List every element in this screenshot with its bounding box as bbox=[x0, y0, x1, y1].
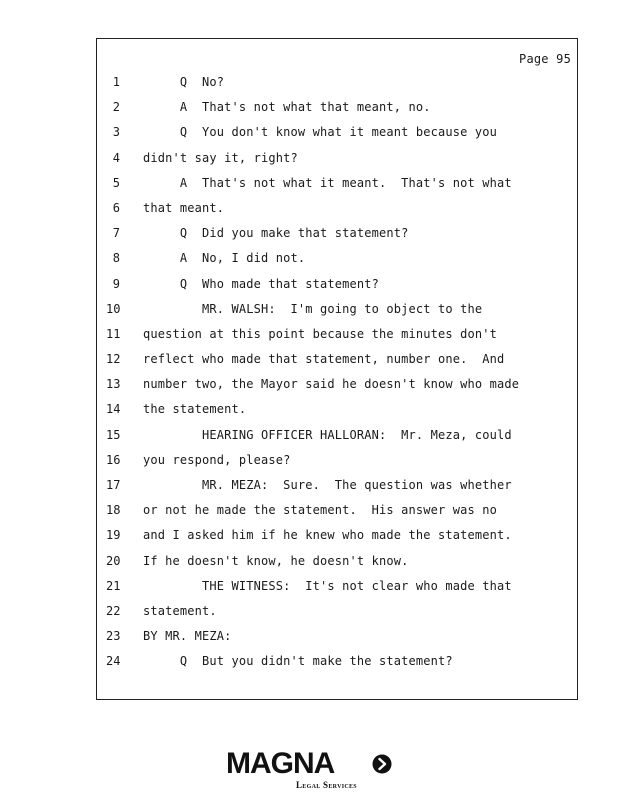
transcript-line bbox=[97, 578, 577, 603]
line-number: 11 bbox=[106, 326, 121, 341]
line-text: Q But you didn't make the statement? bbox=[143, 654, 453, 669]
transcript-line bbox=[97, 401, 577, 426]
line-text: the statement. bbox=[143, 402, 247, 417]
line-text: A That's not what it meant. That's not what bbox=[143, 175, 512, 190]
line-text: If he doesn't know, he doesn't know. bbox=[143, 553, 409, 568]
transcript-line bbox=[97, 628, 577, 653]
line-text: statement. bbox=[143, 603, 217, 618]
logo-tagline: Legal Services bbox=[296, 780, 357, 790]
line-number: 14 bbox=[106, 402, 121, 417]
line-number: 1 bbox=[112, 75, 120, 89]
line-text: and I asked him if he knew who made the statement. bbox=[143, 528, 512, 543]
page-number-label: Page 95 bbox=[519, 52, 571, 66]
transcript-line bbox=[97, 553, 577, 578]
transcript-line bbox=[97, 200, 577, 225]
line-text: MR. MEZA: Sure. The question was whether bbox=[143, 478, 512, 492]
line-number: 20 bbox=[106, 553, 121, 568]
line-number: 22 bbox=[106, 603, 121, 618]
line-text: didn't say it, right? bbox=[143, 150, 298, 165]
line-number: 4 bbox=[112, 150, 120, 165]
line-text: HEARING OFFICER HALLORAN: Mr. Meza, could bbox=[143, 427, 512, 442]
magna-logo bbox=[226, 748, 396, 792]
line-text: you respond, please? bbox=[143, 452, 291, 467]
line-number: 21 bbox=[106, 578, 121, 593]
transcript-line bbox=[97, 427, 577, 452]
line-text: question at this point because the minutes don't bbox=[143, 326, 497, 341]
transcript-line bbox=[97, 99, 577, 124]
line-number: 8 bbox=[112, 251, 120, 266]
line-number: 5 bbox=[112, 175, 120, 190]
line-number: 9 bbox=[112, 276, 120, 291]
transcript-line bbox=[97, 603, 577, 628]
transcript-line bbox=[97, 326, 577, 351]
line-number: 15 bbox=[106, 427, 121, 442]
arrow-circle-icon bbox=[372, 754, 392, 774]
transcript-page bbox=[96, 38, 578, 700]
line-number: 18 bbox=[106, 503, 121, 518]
transcript-lines bbox=[97, 74, 577, 679]
line-number: 3 bbox=[112, 125, 120, 140]
line-text: BY MR. MEZA: bbox=[143, 629, 232, 644]
line-text: that meant. bbox=[143, 200, 225, 215]
line-number: 23 bbox=[106, 629, 121, 644]
line-number: 19 bbox=[106, 528, 121, 543]
transcript-line bbox=[97, 653, 577, 678]
line-number: 2 bbox=[112, 100, 120, 115]
line-number: 13 bbox=[106, 377, 121, 392]
line-text: Q No? bbox=[143, 75, 225, 89]
line-number: 12 bbox=[106, 352, 121, 367]
line-text: THE WITNESS: It's not clear who made that bbox=[143, 578, 512, 593]
line-number: 6 bbox=[112, 200, 120, 215]
line-text: Q You don't know what it meant because you bbox=[143, 125, 497, 140]
logo-wordmark: MAGNA bbox=[226, 747, 335, 780]
line-text: Q Who made that statement? bbox=[143, 276, 379, 291]
transcript-line bbox=[97, 124, 577, 149]
line-number: 10 bbox=[106, 301, 121, 316]
line-text: A That's not what that meant, no. bbox=[143, 100, 431, 115]
transcript-line bbox=[97, 250, 577, 275]
transcript-line bbox=[97, 376, 577, 401]
line-text: MR. WALSH: I'm going to object to the bbox=[143, 301, 483, 316]
transcript-line bbox=[97, 452, 577, 477]
transcript-line bbox=[97, 74, 577, 99]
line-text: reflect who made that statement, number one. And bbox=[143, 352, 505, 367]
transcript-line bbox=[97, 351, 577, 376]
line-text: or not he made the statement. His answer was no bbox=[143, 503, 497, 518]
transcript-line bbox=[97, 477, 577, 502]
transcript-line bbox=[97, 150, 577, 175]
transcript-line bbox=[97, 502, 577, 527]
transcript-line bbox=[97, 527, 577, 552]
line-number: 16 bbox=[106, 452, 121, 467]
transcript-line bbox=[97, 276, 577, 301]
transcript-line bbox=[97, 301, 577, 326]
line-number: 17 bbox=[106, 478, 121, 492]
line-text: number two, the Mayor said he doesn't know who made bbox=[143, 377, 520, 392]
line-number: 7 bbox=[112, 226, 120, 241]
line-text: A No, I did not. bbox=[143, 251, 306, 266]
transcript-line bbox=[97, 175, 577, 200]
transcript-line bbox=[97, 225, 577, 250]
line-text: Q Did you make that statement? bbox=[143, 226, 409, 241]
line-number: 24 bbox=[106, 654, 121, 669]
